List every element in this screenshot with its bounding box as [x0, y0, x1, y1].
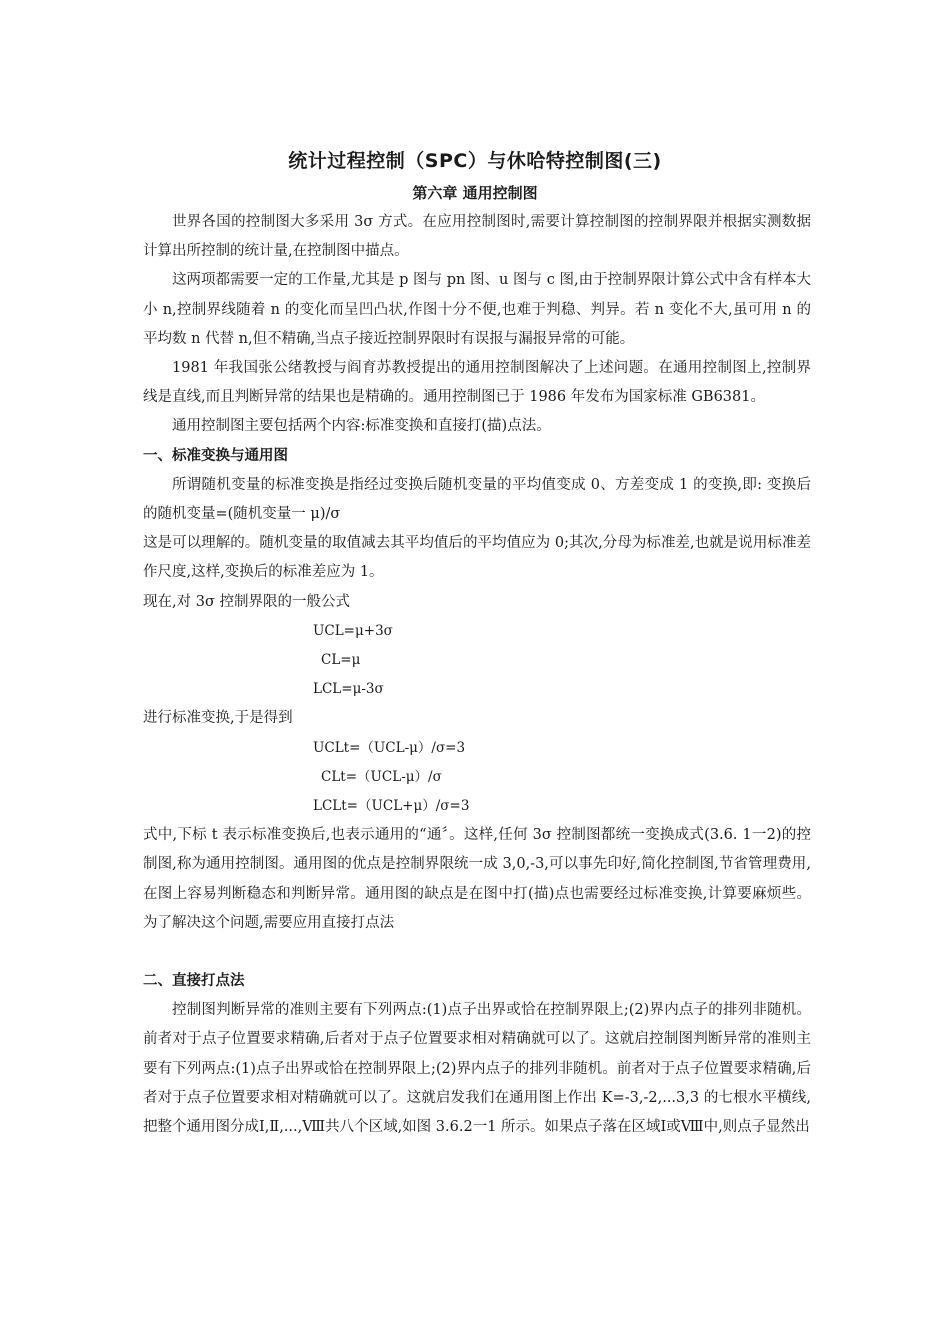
- formula-line: UCL=μ+3σ: [313, 622, 393, 639]
- paragraph: 这两项都需要一定的工作量,尤其是 p 图与 pn 图、u 图与 c 图,由于控制界限计算公式中含有样本大小 n,控制界线随着 n 的变化而呈凹凸状,作图十分不便,也难于判稳、判异。若 n 变化不大,虽可用 n 的平均数 n 代替 n,但不精确,当点子接近控制界限时有误报与漏报异常的可能。: [143, 272, 811, 347]
- section-heading: 一、标准变换与通用图: [143, 447, 288, 464]
- paragraph: 式中,下标 t 表示标准变换后,也表示通用的“通〞。这样,任何 3σ 控制图都统一变换成式(3.6. 1一2)的控制图,称为通用控制图。通用图的优点是控制界限统一成 3,0,-3,可以事先印好,简化控制图,节省管理费用,在图上容易判断稳态和判断异常。通用图的缺点是在图中打(描)点也需要经过标准变换,计算要麻烦些。为了解决这个问题,需要应用直接打点法: [143, 827, 811, 931]
- formula-line: LCL=μ-3σ: [313, 681, 384, 698]
- paragraph: 控制图判断异常的准则主要有下列两点:(1)点子出界或恰在控制界限上;(2)界内点子的排列非随机。前者对于点子位置要求精确,后者对于点子位置要求相对精确就可以了。这就启控制图判断异常的准则主要有下列两点:(1)点子出界或恰在控制界限上;(2)界内点子的排列非随机。前者对于点子位置要求精确,后者对于点子位置要求相对精确就可以了。这就启发我们在通用图上作出 K=-3,-2,...3,3 的七根水平横线,把整个通用图分成Ⅰ,Ⅱ,...,Ⅷ共八个区域,如图 3.6.2一1 所示。如果点子落在区域Ⅰ或Ⅷ中,则点子显然出: [143, 1002, 811, 1136]
- formula-line: CL=μ: [321, 652, 361, 669]
- document-body: [143, 208, 811, 1142]
- document-title: 统计过程控制（SPC）与休哈特控制图(三): [288, 150, 662, 172]
- paragraph: 这是可以理解的。随机变量的取值减去其平均值后的平均值应为 0;其次,分母为标准差,也就是说用标准差作尺度,这样,变换后的标准差应为 1。: [143, 535, 811, 581]
- paragraph: 进行标准变换,于是得到: [143, 710, 293, 727]
- paragraph: 1981 年我国张公绪教授与阎育苏教授提出的通用控制图解决了上述问题。在通用控制图上,控制界线是直线,而且判断异常的结果也是精确的。通用控制图已于 1986 年发布为国家标准 GB6381。: [143, 360, 811, 406]
- paragraph: 通用控制图主要包括两个内容:标准变换和直接打(描)点法。: [172, 418, 551, 435]
- formula-line: CLt=（UCL-μ）/σ: [321, 768, 442, 785]
- chapter-heading: 第六章 通用控制图: [412, 184, 538, 202]
- paragraph: 世界各国的控制图大多采用 3σ 方式。在应用控制图时,需要计算控制图的控制界限并根据实测数据计算出所控制的统计量,在控制图中描点。: [143, 214, 811, 260]
- paragraph: 所谓随机变量的标准变换是指经过变换后随机变量的平均值变成 0、方差变成 1 的变换,即: 变换后的随机变量=(随机变量一 μ)/σ: [143, 476, 811, 523]
- paragraph: 现在,对 3σ 控制界限的一般公式: [143, 593, 350, 610]
- formula-line: UCLt=（UCL-μ）/σ=3: [313, 739, 466, 756]
- section-heading: 二、直接打点法: [143, 973, 245, 990]
- spacer: [143, 938, 811, 967]
- formula-line: LCLt=（UCL+μ）/σ=3: [313, 798, 470, 815]
